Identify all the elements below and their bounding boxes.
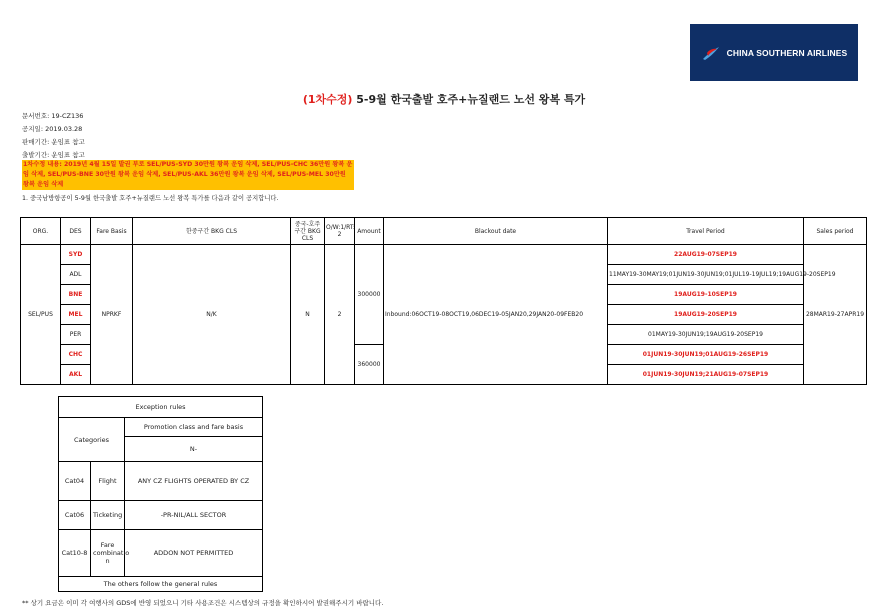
header-sales-period: Sales period [804, 218, 867, 245]
travel-cell: 19AUG19-20SEP19 [608, 305, 804, 325]
cz-kapok-flower-icon [701, 45, 721, 61]
bkg-cls-cell: N/K [133, 245, 291, 385]
cat-value: ANY CZ FLIGHTS OPERATED BY CZ [125, 462, 263, 501]
china-southern-logo [690, 24, 858, 81]
categories-label: Categories [59, 418, 125, 462]
fare-table [20, 217, 867, 385]
travel-cell: 01JUN19-30JUN19;21AUG19-07SEP19 [608, 365, 804, 385]
exception-row [59, 530, 263, 577]
des-cell: PER [61, 325, 91, 345]
cat-name: Flight [91, 462, 125, 501]
des-cell: AKL [61, 365, 91, 385]
exception-row [59, 462, 263, 501]
org-cell: SEL/PUS [21, 245, 61, 385]
des-cell: BNE [61, 285, 91, 305]
revision-notice: 1차수정 내용: 2019년 4월 15일 발권 부로 SEL/PUS-SYD 30만원 왕복 운임 삭제, SEL/PUS-CHC 36만원 왕복 운임 삭제, SEL/PUS-BNE 30만원 왕복 운임 삭제, SEL/PUS-AKL 36만원 왕복 운임 삭제, SEL/PUS-MEL 30만원 왕복 운임 삭제 [23, 161, 353, 188]
header-des: DES [61, 218, 91, 245]
travel-cell: 01MAY19-30JUN19;19AUG19-20SEP19 [608, 325, 804, 345]
sale-period: 판매기간: 운임표 참고 [22, 138, 85, 146]
header-intl-bkg-cls: 중국-호주 구간 BKG CLS [291, 218, 325, 245]
cat-name: Fare combinatio n [91, 530, 125, 577]
des-cell: CHC [61, 345, 91, 365]
header-org: ORG. [21, 218, 61, 245]
travel-cell: 01JUN19-30JUN19;01AUG19-26SEP19 [608, 345, 804, 365]
depart-period: 출발기간: 운임표 참고 [22, 151, 85, 159]
header-fare-basis: Fare Basis [91, 218, 133, 245]
cat-code: Cat10-8 [59, 530, 91, 577]
blackout-cell: Inbound:06OCT19-08OCT19,06DEC19-05JAN20,29JAN20-09FEB20 [384, 245, 608, 385]
amount-cell: 360000 [355, 345, 384, 385]
des-cell: SYD [61, 245, 91, 265]
exception-rules-table [58, 396, 263, 592]
intl-bkg-cls-cell: N [291, 245, 325, 385]
footer-note: ** 상기 요금은 이미 각 여행사의 GDS에 반영 되었으니 기타 사용조건은 시스템상의 규정을 확인하시어 발권해주시기 바랍니다. [22, 599, 384, 607]
title-text: 5-9월 한국출발 호주+뉴질랜드 노선 왕복 특가 [352, 93, 586, 106]
cat-code: Cat04 [59, 462, 91, 501]
page-title [0, 91, 888, 107]
amount-cell: 300000 [355, 245, 384, 345]
logo-text: CHINA SOUTHERN AIRLINES [726, 47, 848, 58]
header-blackout: Blackout date [384, 218, 608, 245]
header-bkg-cls: 한중구간 BKG CLS [133, 218, 291, 245]
revision-label: (1차수정) [302, 93, 353, 106]
exception-footer: The others follow the general rules [59, 577, 263, 592]
table-row [21, 245, 867, 265]
des-cell: ADL [61, 265, 91, 285]
intro-text: 1. 중국남방항공이 5-9월 한국출발 호주+뉴질랜드 노선 왕복 특가를 다음과 같이 공지합니다. [22, 195, 279, 202]
promo-header: Promotion class and fare basis [125, 418, 263, 437]
header-ow-rt: O/W:1/RT: 2 [325, 218, 355, 245]
travel-cell: 19AUG19-10SEP19 [608, 285, 804, 305]
exception-title: Exception rules [59, 397, 263, 418]
exception-row [59, 501, 263, 530]
cat-code: Cat06 [59, 501, 91, 530]
doc-no: 문서번호: 19-CZ136 [22, 112, 84, 120]
cat-value: ADDON NOT PERMITTED [125, 530, 263, 577]
fare-basis-cell: NPRKF [91, 245, 133, 385]
travel-cell: 11MAY19-30MAY19;01JUN19-30JUN19;01JUL19-19JUL19;19AUG19-20SEP19 [608, 265, 804, 285]
travel-cell: 22AUG19-07SEP19 [608, 245, 804, 265]
cat-name: Ticketing [91, 501, 125, 530]
notice-date: 공지일: 2019.03.28 [22, 125, 83, 133]
header-amount: Amount [355, 218, 384, 245]
promo-value: N- [125, 437, 263, 462]
ow-rt-cell: 2 [325, 245, 355, 385]
header-travel-period: Travel Period [608, 218, 804, 245]
des-cell: MEL [61, 305, 91, 325]
cat-value: -PR-NIL/ALL SECTOR [125, 501, 263, 530]
sales-period-cell: 28MAR19-27APR19 [804, 245, 867, 385]
